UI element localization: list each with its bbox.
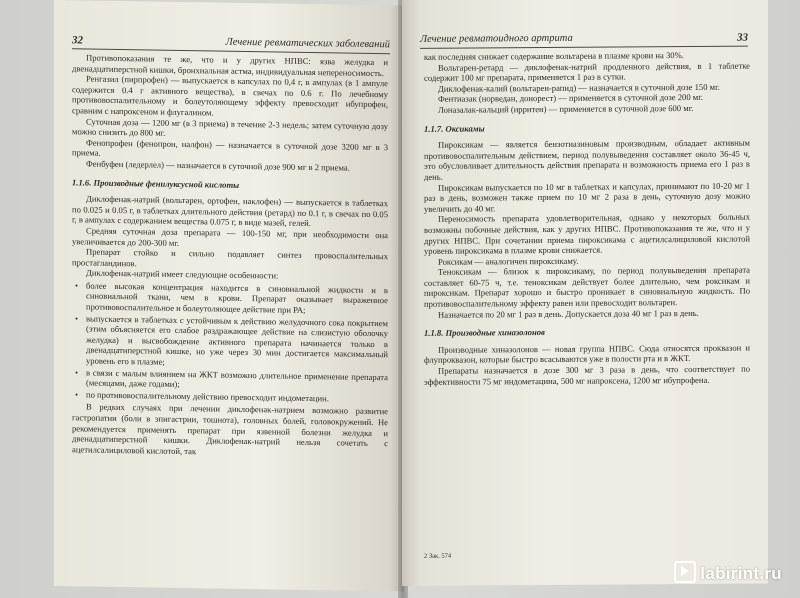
paragraph: Теноксикам — близок к пироксикаму, по период полувыведения препарата составляет 60-75 ч, т.е. теноксикам действует более длительно, чем роксикам и пироксикам. Препарат хорошо и быстро проникает в синовиальную жидкость. По противовоспалительному эффекту равен или превосходит вольтарен. <box>424 264 750 309</box>
paragraph: как последняя снижает содержание вольтарена в плазме крови на 30%. <box>424 50 684 62</box>
paragraph: Ренгазил (пирпрофен) — выпускается в капсулах по 0,4 г, в ампулах (в 1 ампуле содержится 0.4 г активного вещества), в свечах по 0.6 г. По лечебному противовоспалительному и болеутоляющему эффекту превосходит ибупрофен, сравним с напроксеном и флугалином. <box>72 73 388 118</box>
bullet-list <box>72 280 388 404</box>
paragraph: В редких случаях при лечении диклофенак-натрием возможно развитие гастропатии (боли в эпигастрии, тошнота), головных болей, головокружений. Не рекомендуется применять препарат при язвенной болезни желудка и двенадцатиперстной кишки. Диклофенак-натрий нельзя сочетать с ацетилсалициловой кислотой, так <box>72 401 388 457</box>
paragraph: Роксикам — аналогичен пироксикаму. <box>438 255 579 267</box>
left-page-text <box>72 52 388 459</box>
paragraph: Переносимость препарата удовлетворительная, однако у некоторых больных возможны побочные действия, как у других НПВС. Противопоказания те же, что и у других НПВС. При сочетании приема пироксикама с ацетилсалициловой кислотой уровень пироксикама в плазме крови снижается. <box>424 211 750 256</box>
labirint-logo-icon <box>674 561 696 583</box>
printer-signature: 2 Зак. 574 <box>424 552 452 560</box>
watermark-text: labirint.ru <box>700 564 782 583</box>
section-heading: 1.1.7. Оксикамы <box>424 122 485 134</box>
paragraph: Вольтарен-ретард — диклофенак-натрий продленного действия, в 1 таблетке содержит 100 мг препарата, применяется 1 раз в сутки. <box>424 60 750 84</box>
paragraph: Диклофенак-натрий (вольтарен, ортофен, наклофен) — выпускается в таблетках по 0.025 и 0.05 г, в таблетках длительного действия (ретард) по 0.1 г, в свечах по 0.05 г, в ампулах с содержанием вещества 0.075 г, в виде мазей, гелей. <box>72 193 388 229</box>
watermark <box>674 561 782 584</box>
list-item: • в связи с малым влиянием на ЖКТ возможно длительное применение препарата (месяцами, даже годами); <box>86 367 388 393</box>
left-page <box>54 0 404 591</box>
right-running-title: Лечение ревматоидного артрита <box>420 32 573 45</box>
paragraph: Диклофенак-натрий имеет следующие особенности: <box>86 267 279 281</box>
paragraph: Средняя суточная доза препарата — 100-150 мг, при необходимости она увеличивается до 200-300 мг. <box>72 225 388 248</box>
paragraph: Суточная доза — 1200 мг (в 3 приема) в течение 2-3 недель; затем суточную дозу можно снизить до 800 мг. <box>72 116 388 138</box>
open-book <box>54 0 758 598</box>
list-item: • по противовоспалительному действию превосходит индометацин. <box>86 389 388 404</box>
paragraph: Диклофенак-калий (вольтарен-рапид) — назначается в суточной дозе 150 мг. <box>438 81 720 94</box>
paragraph: Лоназалак-кальций (ирритен) — применяется в суточной дозе 600 мг. <box>438 102 694 115</box>
paragraph: Противопоказания те же, что и у других НПВС: язва желудка и двенадцатиперстной кишки, бронхиальная астма, индивидуальная непереносимость. <box>72 52 388 78</box>
right-page-text <box>424 50 750 387</box>
left-running-head <box>72 34 390 54</box>
paragraph: Препараты назначается в дозе 300 мг 3 раза в день, что соответствует по эффективности 75 мг индометацина, 500 мг напроксена, 1200 мг ибупрофена. <box>424 363 750 387</box>
right-running-head <box>420 32 748 49</box>
paragraph: Пироксикам выпускается по 10 мг в таблетках и капсулах, принимают по 10-20 мг 1 раз в день, возможен также прием по 10 мг 2 раза в день, суточную дозу можно увеличить до 40 мг. <box>424 180 750 214</box>
paragraph: Фенбуфен (ледерлел) — назначается в суточной дозе 900 мг в 2 приема. <box>86 158 350 173</box>
left-running-title: Лечение ревматических заболеваний <box>225 36 390 51</box>
right-page-number: 33 <box>737 31 748 44</box>
paragraph: Пироксикам — является бензотиазиновым производным, обладает активным противовоспалительным действием, период полувыведения составляет около 36-45 ч, это обусловливает длительность действия препарата и возможность приема его 1 раз в день. <box>424 137 750 182</box>
list-item: • более высокая концентрация находится в синовиальной жидкости и в синовиальной ткани, чем в крови. Препарат оказывает выраженное противовоспалительное и болеутоляющее действие при РА; <box>86 280 388 317</box>
paragraph: Фентиазак (норведан, донорест) — применяется в суточной дозе 200 мг. <box>438 92 703 105</box>
right-page <box>402 0 768 586</box>
paragraph: Производные хиназолонов — новая группа НПВС. Сюда относятся проквазон и флупроквазон, которые быстро всасываются уже в полости рта и в ЖКТ. <box>424 342 750 366</box>
left-page-number: 32 <box>72 34 83 47</box>
paragraph: Назначается по 20 мг 1 раз в день. Допускается доза 40 мг 1 раз в день. <box>438 307 699 320</box>
paragraph: Фенопрофен (фенопрон, налфон) — назначается в суточной дозе 3200 мг в 3 приема. <box>72 137 388 159</box>
section-heading: 1.1.8. Производные хиназолонов <box>424 327 545 339</box>
section-heading: 1.1.6. Производные фенилуксусной кислоты <box>72 176 240 190</box>
paragraph: Препарат стойко и сильно подавляет синтез провоспалительных простагландинов. <box>72 246 388 268</box>
list-item: • выпускается в таблетках с устойчивым к действию желудочного сока покрытием (этим объясняется его слабое раздражающее действие на слизистую оболочку желудка) и высвобождение активного препарата начинается только в двенадцатиперстной кишке, но уже через 30 мин достигается максимальный уровень его в плазме; <box>86 313 388 371</box>
